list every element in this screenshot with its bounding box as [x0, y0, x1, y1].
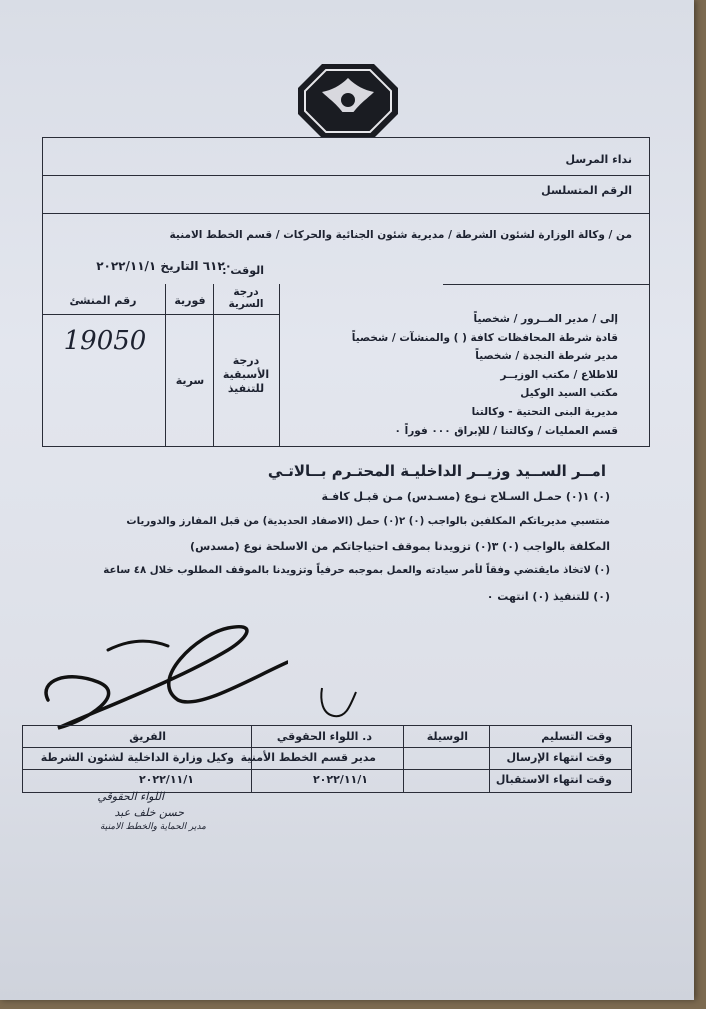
recipient-line: إلى / مدير المــرور / شخصياً — [473, 313, 618, 325]
recipient-line: قسم العمليات / وكالتنا / للإبراق ٠٠٠ فوراً ٠ — [394, 424, 618, 437]
send-end-time-label: وقت انتهاء الإرسال — [506, 751, 612, 764]
handwritten-line: حسن خلف عبد — [114, 806, 184, 819]
sender-call-label: نداء المرسل — [565, 153, 632, 166]
general-role: مدير قسم الخطط الأمنية — [240, 751, 376, 764]
delivery-time-label: وقت التسليم — [541, 730, 612, 743]
message-heading: امــر الســيد وزيــر الداخليـة المحتـرم بــالاتـي — [267, 462, 606, 480]
from-line: من / وكالة الوزارة لشئون الشرطة / مديرية شئون الجنائية والحركات / قسم الخطط الامنية — [169, 229, 632, 241]
lieutenant-title: الفريق — [129, 730, 166, 743]
handwritten-line: مدير الحماية والخطط الامنية — [100, 822, 206, 832]
serial-number-label: الرقم المتسلسل — [541, 184, 632, 197]
recipient-line: مدير شرطة النجدة / شخصياً — [475, 350, 618, 363]
general-title: د. اللواء الحقوقي — [276, 730, 372, 743]
secrecy-header: درجة السرية — [228, 286, 264, 310]
recipient-line: للاطلاع / مكتب الوزيــر — [500, 368, 618, 381]
receive-end-time-label: وقت انتهاء الاستقبال — [495, 773, 612, 786]
message-line: المكلفة بالواجب (٠) ٣(٠) تزويدنا بموقف احتياجاتكم من الاسلحة نوع (مسدس) — [190, 540, 610, 553]
police-emblem-icon — [296, 62, 400, 140]
urgent-value: سرية — [175, 374, 205, 387]
priority-value: درجة الأسبقية للتنفيذ — [222, 354, 270, 395]
time-label: الوقت : — [222, 264, 264, 277]
signature-drawing — [28, 610, 288, 740]
lieutenant-role: وكيل وزارة الداخلية لشئون الشرطة — [40, 751, 234, 764]
lieutenant-date: ٢٠٢٢/١١/١ — [138, 773, 194, 786]
initials-mark — [316, 686, 364, 722]
means-label: الوسيلة — [426, 730, 468, 743]
message-line: منتسبي مديرياتكم المكلفين بالواجب (٠) ٢(٠) حمل (الاصفاد الحديدية) من قبل المفارز والدوريات — [126, 516, 610, 527]
date-line: ٦١٢٠ التاريخ ٢٠٢٢/١١/١ — [96, 259, 232, 273]
message-line: (٠) لاتخاذ مايقتضي وفقاً لأمر سيادته والعمل بموجبه حرفياً وتزويدنا بالموقف المطلوب خلال ٤٨ ساعة — [103, 565, 610, 576]
origin-number-header: رقم المنشئ — [69, 294, 137, 307]
handwritten-line: اللواء الحقوقي — [97, 790, 164, 803]
recipient-line: مديرية البنى التحتية - وكالتنا — [471, 405, 618, 418]
recipient-line: قادة شرطة المحافظات كافة ( ) والمنشآت / شخصياً — [351, 331, 618, 344]
recipient-line: مكتب السيد الوكيل — [520, 387, 618, 400]
general-date: ٢٠٢٢/١١/١ — [312, 773, 368, 786]
message-line: (٠) للتنفيذ (٠) انتهت ٠ — [486, 590, 610, 603]
urgent-header: فورية — [174, 294, 206, 307]
message-line: (٠) ١(٠) حمـل السـلاح نـوع (مسـدس) مـن قبـل كافـة — [321, 490, 610, 503]
origin-number-value: 19050 — [63, 326, 147, 356]
recipients-list — [352, 310, 618, 440]
